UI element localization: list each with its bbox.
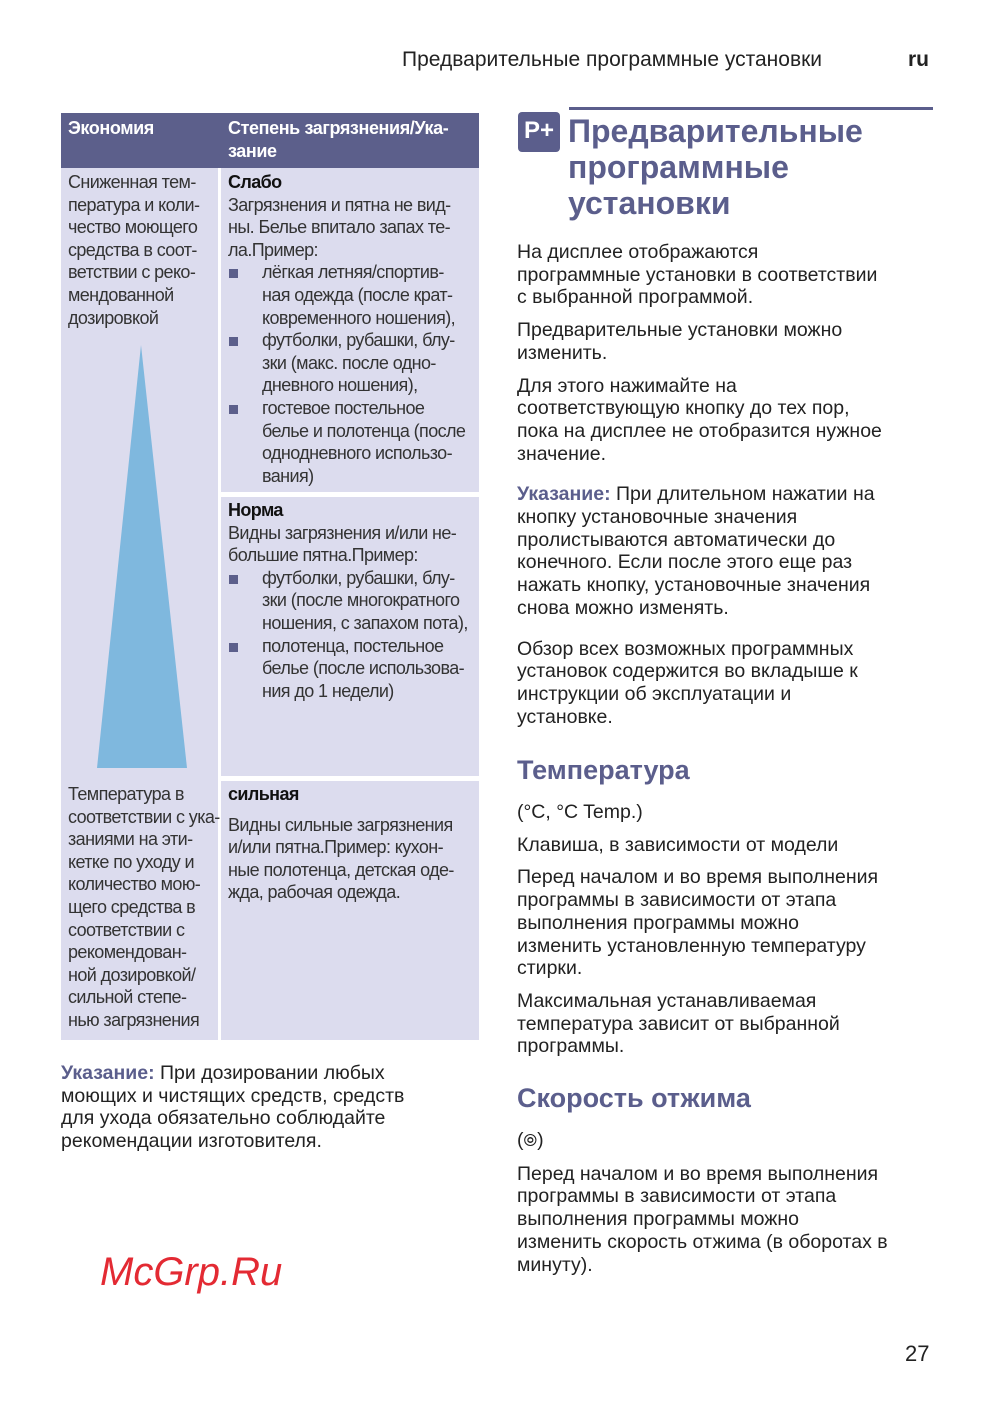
column-header-economy: Экономия xyxy=(68,118,154,138)
column-header-soiling: Степень загрязнения/Ука- зание xyxy=(228,118,449,161)
paragraph: На дисплее отображаются программные установки в соответствии с выбранной программой. xyxy=(517,241,878,309)
paragraph: Предварительные установки можно изменить. xyxy=(517,319,843,364)
note-label: Указание: xyxy=(517,483,611,506)
list-item: лёгкая летняя/спортив- ная одежда (после крат- ковременного ношения), xyxy=(228,261,474,329)
tip-note xyxy=(517,483,937,619)
economy-top-text: Сниженная тем- пература и коли- чество моющего средства в соот- ветствии с реко- мендованной дозировкой xyxy=(68,172,200,328)
dosage-note xyxy=(61,1062,481,1153)
economy-cell xyxy=(61,168,218,1040)
paragraph: (°C, °C Temp.) xyxy=(517,801,643,823)
list-item: футболки, рубашки, блу- зки (после многократного ношения, с запахом пота), xyxy=(228,567,474,635)
row-text: Загрязнения и пятна не вид- ны. Белье впитало запах те- ла.Пример: xyxy=(228,194,451,260)
row-text: Видны загрязнения и/или не- большие пятна.Пример: xyxy=(228,522,457,566)
preset-icon: P+ xyxy=(518,112,560,152)
paragraph: Перед началом и во время выполнения программы в зависимости от этапа выполнения программы можно изменить установленную температуру стирки. xyxy=(517,866,879,980)
table-row-normal xyxy=(221,497,479,776)
running-title: Предварительные программные установки xyxy=(402,48,823,71)
paragraph: Клавиша, в зависимости от модели xyxy=(517,833,839,856)
language-code: ru xyxy=(908,48,929,71)
table-row-heavy xyxy=(221,781,479,1040)
list-item: полотенца, постельное белье (после использова- ния до 1 недели) xyxy=(228,635,474,703)
row-title: Норма xyxy=(228,500,283,520)
table-header xyxy=(61,113,479,168)
row-title: Слабо xyxy=(228,172,282,192)
economy-bottom-text: Температура в соответствии с ука- заниями на эти- кетке по уходу и количество мою- щего средства в соответствии с рекомендован- ной дозировкой/ сильной степе- нью загрязнения xyxy=(68,784,220,1030)
list-item: гостевое постельное белье и полотенца (после однодневного использо- вания) xyxy=(228,397,474,487)
spin-symbol-line: (⦾) xyxy=(517,1129,544,1151)
table-row-light xyxy=(221,168,479,492)
spin-heading: Скорость отжима xyxy=(517,1083,751,1113)
temperature-heading: Температура xyxy=(517,755,690,785)
note-text: При длительном нажатии на кнопку установочные значения пролистываются автоматически до конечного. Если после этого еще раз нажать кнопку, установочные значения снова можно изменять. xyxy=(517,483,875,619)
spin-icon: ⦾ xyxy=(523,1131,538,1150)
note-text: При дозировании любых моющих и чистящих средств, средств для ухода обязательно соблюдайте рекомендации изготовителя. xyxy=(61,1062,405,1153)
paragraph: Максимальная устанавливаемая температура зависит от выбранной программы. xyxy=(517,989,840,1058)
row-title: сильная xyxy=(228,784,299,804)
section-title: Предварительные программные установки xyxy=(568,113,863,221)
paragraph: Обзор всех возможных программных установок содержится во вкладыше к инструкции об эксплуатации и установке. xyxy=(517,637,858,728)
watermark: McGrp.Ru xyxy=(100,1250,283,1294)
paragraph: Перед началом и во время выполнения программы в зависимости от этапа выполнения программы можно изменить скорость отжима (в оборотах в минуту). xyxy=(517,1162,888,1276)
page-number: 27 xyxy=(905,1341,930,1366)
paragraph: Для этого нажимайте на соответствующую кнопку до тех пор, пока на дисплее не отобразится нужное значение. xyxy=(517,374,882,465)
note-label: Указание: xyxy=(61,1062,155,1084)
row-text: Видны сильные загрязнения и/или пятна.Пример: кухон- ные полотенца, детская оде- жда, рабочая одежда. xyxy=(228,814,454,903)
section-rule xyxy=(569,107,933,110)
list-item: футболки, рубашки, блу- зки (макс. после одно- дневного ношения), xyxy=(228,329,474,397)
